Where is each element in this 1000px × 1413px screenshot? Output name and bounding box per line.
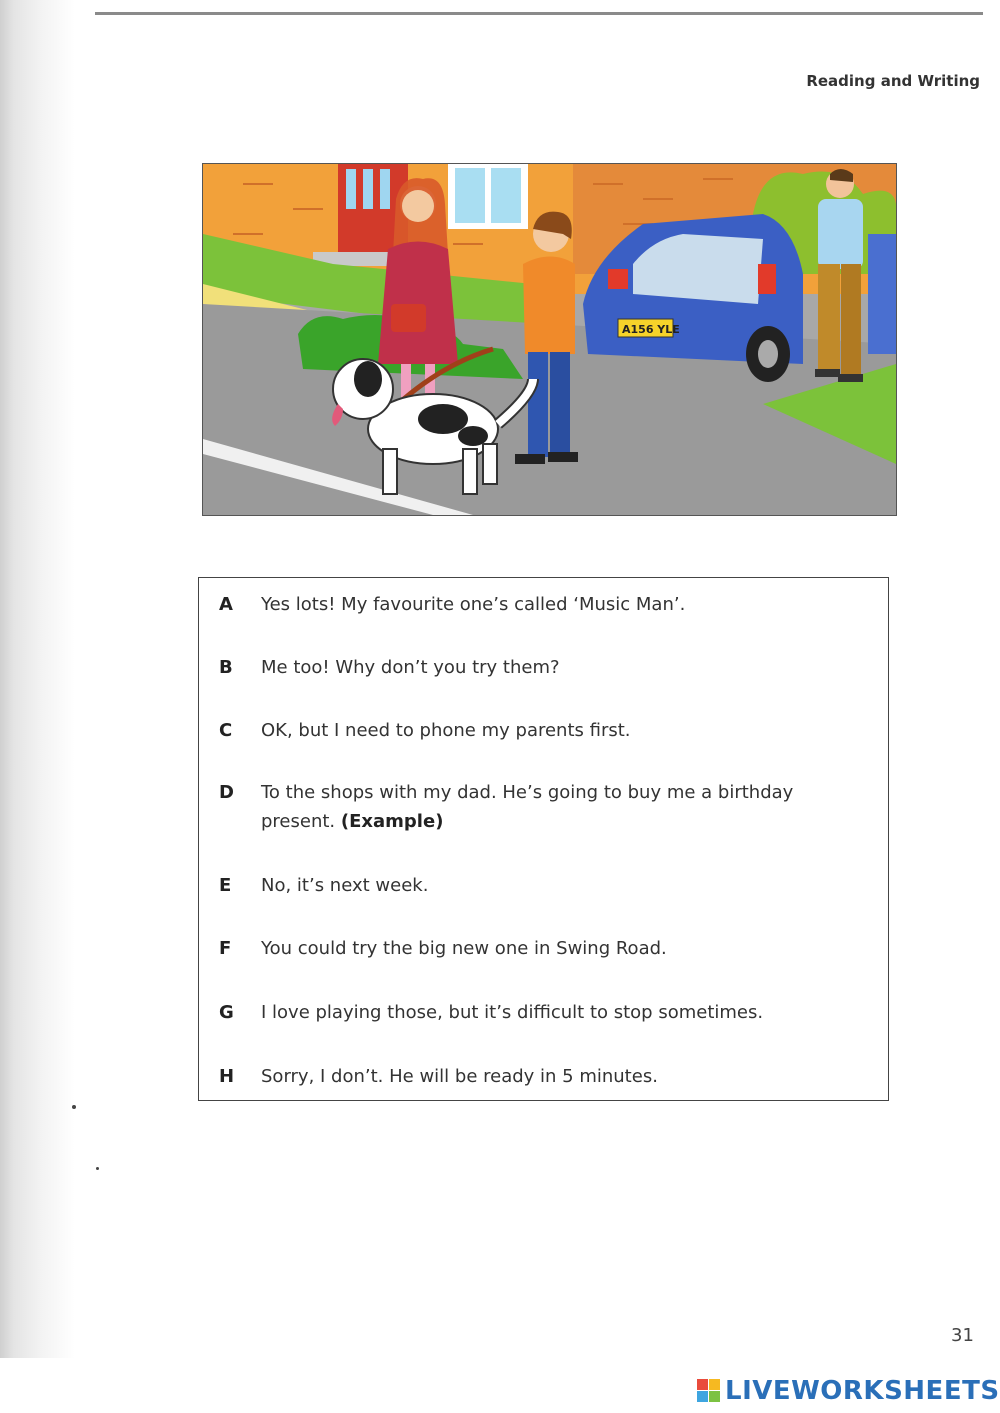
street-scene (203, 164, 896, 515)
page-number: 31 (951, 1325, 974, 1346)
car-plate: A156 YLE (622, 323, 680, 336)
option-letter: G (219, 1002, 234, 1023)
option-letter: F (219, 938, 232, 959)
man-shirt (818, 199, 863, 269)
option-letter: C (219, 720, 233, 741)
print-speck (96, 1167, 99, 1170)
option-text: Me too! Why don’t you try them? (261, 657, 560, 678)
option-text: Sorry, I don’t. He will be ready in 5 minutes. (261, 1066, 658, 1087)
man-legs (818, 264, 840, 374)
option-letter: D (219, 782, 234, 803)
option-text: I love playing those, but it’s difficult to stop sometimes. (261, 1002, 764, 1023)
print-speck (72, 1105, 76, 1109)
scene-illustration (202, 163, 897, 516)
option-d-text: To the shops with my dad. He’s going to buy me a birthday present. (261, 782, 794, 832)
boy-jeans (528, 352, 548, 457)
option-text: Yes lots! My favourite one’s called ‘Music Man’. (261, 594, 686, 615)
option-text: No, it’s next week. (261, 875, 429, 896)
option-text: You could try the big new one in Swing Road. (261, 938, 667, 959)
option-text (261, 778, 828, 836)
car-tail-light (608, 269, 628, 289)
liveworksheets-watermark (697, 1375, 1000, 1407)
page-gutter-shadow (0, 0, 75, 1360)
girl-bag (391, 304, 426, 332)
boy-jumper (523, 257, 575, 355)
car-door-open (868, 234, 896, 354)
option-letter: B (219, 657, 233, 678)
option-letter: E (219, 875, 232, 896)
watermark-text: LIVEWORKSHEETS (725, 1376, 1000, 1406)
option-text: OK, but I need to phone my parents first. (261, 720, 631, 741)
liveworksheets-logo-icon (697, 1379, 721, 1403)
answer-options-box (198, 577, 889, 1101)
example-label: (Example) (340, 811, 444, 832)
top-rule (95, 12, 983, 15)
option-letter: H (219, 1066, 235, 1087)
option-letter: A (219, 594, 233, 615)
section-header: Reading and Writing (806, 72, 980, 90)
girl-coat (378, 242, 458, 365)
